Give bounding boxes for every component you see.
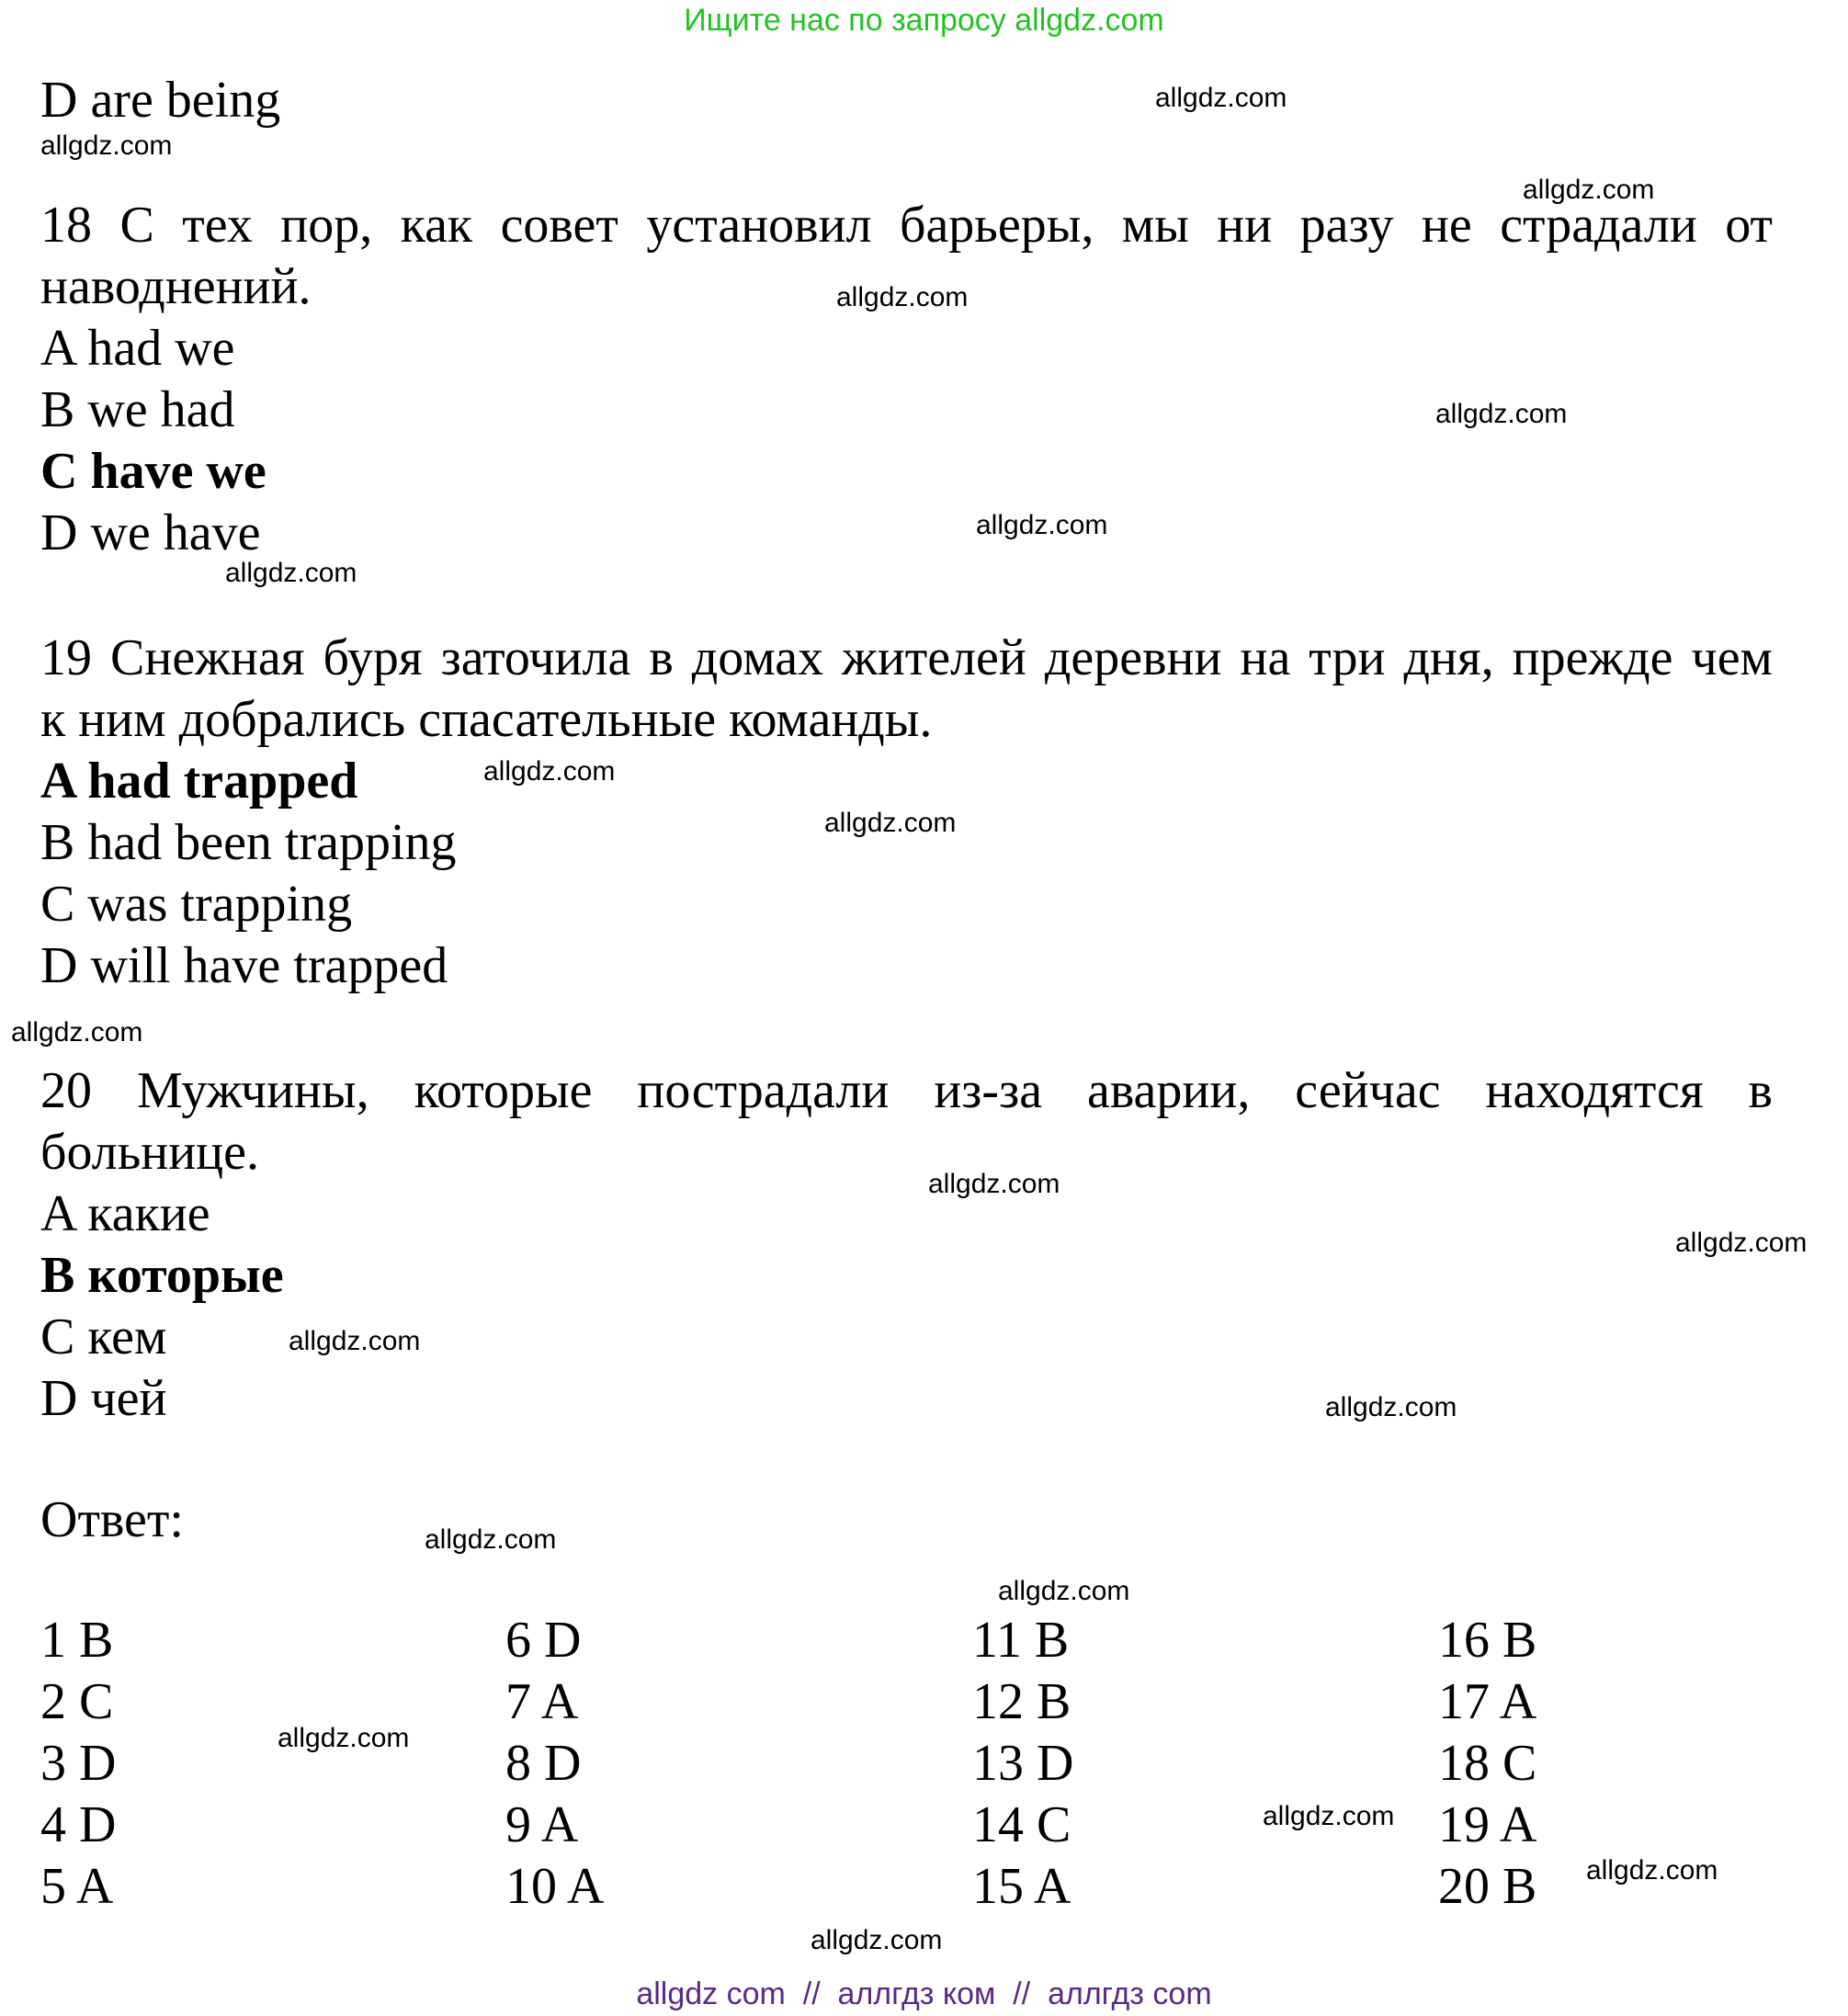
answer-item: 10 A (505, 1858, 605, 1915)
q19-question-line2: к ним добрались спасательные команды. (40, 691, 933, 748)
answer-item: 8 D (505, 1735, 582, 1792)
answer-item: 11 B (972, 1612, 1070, 1669)
answer-item: 15 A (972, 1858, 1071, 1915)
q19-option-c: C was trapping (40, 876, 353, 933)
q18-option-b: B we had (40, 381, 235, 438)
q19-option-d: D will have trapped (40, 937, 448, 994)
answer-item: 9 A (505, 1796, 579, 1853)
answers-column-3 (972, 1610, 1073, 1918)
q19-question-line1: 19 Снежная буря заточила в домах жителей деревни на три дня, прежде чем (40, 629, 1773, 686)
q20-question-line1: 20 Мужчины, которые пострадали из-за аварии, сейчас находятся в (40, 1062, 1773, 1119)
answers-column-2 (505, 1610, 604, 1918)
answers-column-1 (40, 1610, 116, 1918)
q18-option-c-correct: C have we (40, 443, 266, 500)
watermark: allgdz.com (1586, 1855, 1718, 1886)
answer-item: 18 C (1438, 1735, 1537, 1792)
watermark: allgdz.com (225, 558, 357, 588)
q20-option-a: A какие (40, 1185, 210, 1242)
answer-item: 1 B (40, 1612, 114, 1669)
answer-item: 19 A (1438, 1796, 1537, 1853)
watermark: allgdz.com (811, 1925, 943, 1955)
answers-heading: Ответ: (40, 1491, 184, 1548)
answer-item: 6 D (505, 1612, 582, 1669)
watermark: allgdz.com (1435, 399, 1568, 429)
answer-item: 3 D (40, 1735, 117, 1792)
watermark: allgdz.com (976, 510, 1108, 540)
watermark: allgdz.com (1325, 1392, 1457, 1422)
q18-question-line1: 18 С тех пор, как совет установил барьеры, мы ни разу не страдали от (40, 197, 1773, 254)
answers-column-4 (1438, 1610, 1536, 1918)
watermark: allgdz.com (1263, 1801, 1395, 1831)
watermark: allgdz.com (40, 130, 173, 161)
answer-item: 12 B (972, 1673, 1071, 1730)
q20-question-line2: больнице. (40, 1124, 259, 1181)
answer-item: 20 B (1438, 1858, 1537, 1915)
q20-option-c: C кем (40, 1308, 167, 1365)
answer-item: 7 A (505, 1673, 579, 1730)
watermark: allgdz.com (928, 1169, 1060, 1199)
q18-option-d: D we have (40, 504, 261, 561)
top-banner: Ищите нас по запросу allgdz.com (684, 3, 1164, 38)
watermark: allgdz.com (289, 1326, 421, 1356)
bottom-banner: allgdz com // аллгдз ком // аллгдз com (636, 1976, 1212, 2011)
q20-option-b-correct: B которые (40, 1247, 284, 1304)
answer-item: 16 B (1438, 1612, 1537, 1669)
answer-item: 13 D (972, 1735, 1074, 1792)
q19-option-b: B had been trapping (40, 814, 457, 871)
watermark: allgdz.com (425, 1524, 557, 1555)
watermark: allgdz.com (1523, 175, 1655, 205)
answer-item: 2 C (40, 1673, 114, 1730)
q18-option-a: A had we (40, 320, 235, 377)
watermark: allgdz.com (1675, 1228, 1808, 1258)
q20-option-d: D чей (40, 1370, 167, 1427)
answer-item: 4 D (40, 1796, 117, 1853)
answer-item: 14 C (972, 1796, 1071, 1853)
watermark: allgdz.com (836, 282, 969, 312)
q18-question-line2: наводнений. (40, 258, 312, 315)
watermark: allgdz.com (998, 1576, 1130, 1606)
answer-item: 17 A (1438, 1673, 1537, 1730)
watermark: allgdz.com (483, 756, 616, 787)
answer-item: 5 A (40, 1858, 114, 1915)
watermark: allgdz.com (11, 1017, 143, 1048)
q19-option-a-correct: A had trapped (40, 753, 358, 810)
q17-option-d: D are being (40, 72, 281, 129)
watermark: allgdz.com (1155, 83, 1287, 113)
watermark: allgdz.com (278, 1723, 410, 1753)
watermark: allgdz.com (824, 808, 957, 838)
